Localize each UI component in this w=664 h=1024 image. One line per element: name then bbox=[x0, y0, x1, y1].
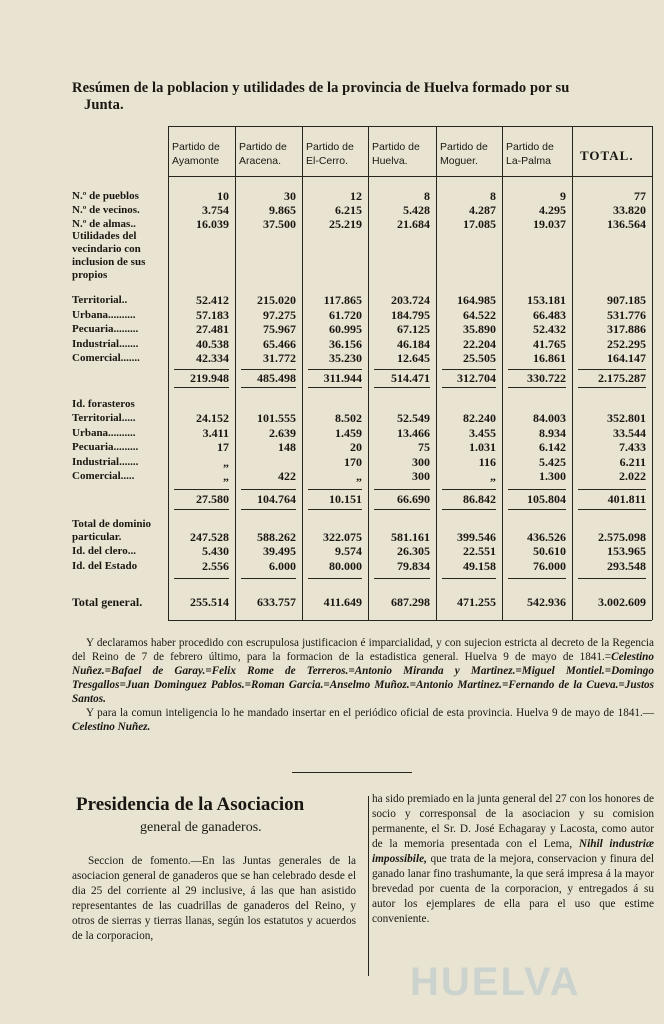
sum-rule bbox=[374, 369, 430, 370]
total-cell: 255.514 bbox=[190, 595, 229, 609]
table-cell: 3.455 bbox=[469, 425, 496, 440]
declaration-text: Y declaramos haber procedido con escrupulosa justificacion é imparcialidad, y con sujecion estricta al decreto de la Regencia del Reino de 7 de febrero último, para la formacion de la estadistica general. Huelva 9 de mayo de 1841.= bbox=[72, 637, 654, 663]
table-cell: 116 bbox=[478, 454, 496, 469]
table-cell: 153.181 bbox=[527, 293, 566, 307]
table-cell: 37.500 bbox=[263, 217, 296, 231]
section-subtitle: general de ganaderos. bbox=[140, 820, 262, 835]
table-cell: 17 bbox=[217, 440, 229, 454]
table-cell: 16.039 bbox=[196, 217, 229, 231]
right-column bbox=[372, 792, 654, 927]
table-cell: 170 bbox=[344, 454, 362, 469]
table-cell: 9 bbox=[560, 189, 566, 203]
table-cell: 5.430 bbox=[202, 544, 229, 558]
heading-line-2: Junta. bbox=[84, 97, 124, 113]
table-cell: 148 bbox=[278, 440, 296, 454]
sum-rule bbox=[174, 387, 229, 388]
table-cell: 352.801 bbox=[607, 411, 646, 425]
subtotal-cell: 485.498 bbox=[257, 370, 296, 385]
table-cell: „ bbox=[223, 454, 229, 469]
table-cell: 531.776 bbox=[607, 307, 646, 322]
row-label: Industrial....... bbox=[72, 455, 139, 468]
table-cell: 117.865 bbox=[323, 293, 362, 307]
table-cell: 75 bbox=[418, 440, 430, 454]
declaration bbox=[72, 636, 654, 734]
table-cell: 80.000 bbox=[329, 558, 362, 573]
table-cell: 57.183 bbox=[196, 307, 229, 322]
table-cell: 25.505 bbox=[463, 351, 496, 365]
subtotal-cell: 105.804 bbox=[527, 491, 566, 506]
row-label: Territorial..... bbox=[72, 412, 136, 424]
table-cell: 1.300 bbox=[539, 469, 566, 483]
table-cell: 136.564 bbox=[607, 217, 646, 231]
left-column-text: Seccion de fomento.—En las Juntas generales de la asociacion general de ganaderos que se han celebrado desde el dia 25 del corriente al 29 inclusive, á las que han asistido representantes de las cuadrillas de ganaderos del Reino, y otros de sierras y tierras llanas, según los estatutos y acuerdos de la corporacion, bbox=[72, 855, 356, 942]
row-label: Territorial.. bbox=[72, 294, 128, 306]
subtotal-cell: 401.811 bbox=[607, 491, 646, 506]
table-cell: 25.219 bbox=[329, 217, 362, 231]
table-cell: 33.820 bbox=[613, 203, 646, 217]
table-right-rule bbox=[652, 126, 653, 620]
table-top-rule bbox=[168, 126, 652, 127]
table-cell: 6.000 bbox=[269, 558, 296, 573]
sum-rule bbox=[174, 509, 229, 510]
row-label: Pecuaria......... bbox=[72, 441, 139, 453]
table-cell: 36.156 bbox=[329, 336, 362, 351]
table-cell: 22.204 bbox=[463, 336, 496, 351]
column-header: Partido de El-Cerro. bbox=[306, 141, 354, 167]
table-cell: 52.432 bbox=[533, 322, 566, 336]
sum-rule bbox=[578, 578, 646, 579]
table-cell: 436.526 bbox=[527, 530, 566, 544]
sum-rule bbox=[508, 387, 566, 388]
table-cell: 5.428 bbox=[403, 203, 430, 217]
table-cell: 422 bbox=[278, 469, 296, 483]
table-cell: 2.022 bbox=[619, 469, 646, 483]
table-cell: „ bbox=[356, 469, 362, 483]
sum-rule bbox=[578, 387, 646, 388]
table-cell: 399.546 bbox=[457, 530, 496, 544]
table-cell: 1.031 bbox=[469, 440, 496, 454]
table-cell: 8 bbox=[424, 189, 430, 203]
table-cell: 31.772 bbox=[263, 351, 296, 365]
row-label: N.º de almas.. bbox=[72, 218, 136, 230]
column-header: Partido de Moguer. bbox=[440, 141, 488, 167]
subtotal-cell: 2.175.287 bbox=[598, 370, 646, 385]
table-cell: 50.610 bbox=[533, 544, 566, 558]
utilidades-label: Utilidades del vecindario con inclusion de sus propios bbox=[72, 230, 146, 281]
sum-rule bbox=[374, 387, 430, 388]
column-divider bbox=[368, 796, 369, 976]
sum-rule bbox=[508, 489, 566, 490]
table-cell: 8 bbox=[490, 189, 496, 203]
sum-rule bbox=[241, 509, 296, 510]
row-label: N.º de pueblos bbox=[72, 190, 139, 202]
sum-rule bbox=[308, 578, 362, 579]
right-text-a: ha sido premiado en la junta general del 27 con los honores de socio y corresponsal de la asociacion y su comision permanente, el Sr. D. José Echagaray y Lacosta, como autor de la memoria presentada con el Lema, bbox=[372, 793, 654, 850]
table-cell: 8.502 bbox=[335, 411, 362, 425]
declaration-paragraph-2 bbox=[72, 706, 654, 734]
table-cell: 35.890 bbox=[463, 322, 496, 336]
subtotal-cell: 311.944 bbox=[323, 370, 362, 385]
table-cell: 24.152 bbox=[196, 411, 229, 425]
right-column-text bbox=[372, 792, 654, 927]
heading-line-1: Resúmen de la poblacion y utilidades de la provincia de Huelva formado por su bbox=[72, 80, 570, 96]
table-cell: 75.967 bbox=[263, 322, 296, 336]
row-label: Id. del clero... bbox=[72, 545, 136, 557]
subtotal-cell: 27.580 bbox=[196, 491, 229, 506]
sum-rule bbox=[308, 369, 362, 370]
table-cell: 27.481 bbox=[196, 322, 229, 336]
forasteros-label: Id. forasteros bbox=[72, 398, 135, 410]
table-cell: 203.724 bbox=[391, 293, 430, 307]
table-cell: 12.645 bbox=[397, 351, 430, 365]
table-cell: 1.459 bbox=[335, 425, 362, 440]
table-cell: 3.754 bbox=[202, 203, 229, 217]
row-label: Pecuaria......... bbox=[72, 323, 139, 335]
table-cell: 19.037 bbox=[533, 217, 566, 231]
table-cell: 77 bbox=[634, 189, 646, 203]
table-cell: 5.425 bbox=[539, 454, 566, 469]
total-cell: 687.298 bbox=[391, 595, 430, 609]
declaration-paragraph-1 bbox=[72, 636, 654, 706]
table-cell: 76.000 bbox=[533, 558, 566, 573]
table-cell: 40.538 bbox=[196, 336, 229, 351]
sum-rule bbox=[374, 578, 430, 579]
table-cell: 42.334 bbox=[196, 351, 229, 365]
table-cell: 12 bbox=[350, 189, 362, 203]
total-cell: 411.649 bbox=[323, 595, 362, 609]
table-cell: 164.147 bbox=[607, 351, 646, 365]
table-cell: 64.522 bbox=[463, 307, 496, 322]
table-cell: 17.085 bbox=[463, 217, 496, 231]
subtotal-cell: 86.842 bbox=[463, 491, 496, 506]
sum-rule bbox=[374, 489, 430, 490]
sum-rule bbox=[442, 509, 496, 510]
sum-rule bbox=[442, 489, 496, 490]
table-cell: 6.211 bbox=[619, 454, 646, 469]
sum-rule bbox=[442, 369, 496, 370]
sum-rule bbox=[174, 578, 229, 579]
column-header: Partido de Huelva. bbox=[372, 141, 420, 167]
table-cell: 21.684 bbox=[397, 217, 430, 231]
row-label: Comercial..... bbox=[72, 470, 135, 482]
signer-name: Celestino Nuñez. bbox=[72, 721, 151, 733]
row-label: Id. del Estado bbox=[72, 559, 138, 572]
sum-rule bbox=[508, 509, 566, 510]
row-label: Total de dominio particular. bbox=[72, 518, 152, 543]
left-column bbox=[72, 854, 356, 944]
table-cell: 13.466 bbox=[397, 425, 430, 440]
table-cell: 52.549 bbox=[397, 411, 430, 425]
column-header: Partido de Aracena. bbox=[239, 141, 287, 167]
table-cell: 184.795 bbox=[391, 307, 430, 322]
table-cell: 2.556 bbox=[202, 558, 229, 573]
subtotal-cell: 514.471 bbox=[391, 370, 430, 385]
total-cell: 471.255 bbox=[457, 595, 496, 609]
table-cell: „ bbox=[223, 469, 229, 483]
total-cell: 542.936 bbox=[527, 595, 566, 609]
table-cell: 907.185 bbox=[607, 293, 646, 307]
column-header: Partido de La-Palma bbox=[506, 141, 554, 167]
sum-rule bbox=[174, 369, 229, 370]
table-cell: 26.305 bbox=[397, 544, 430, 558]
table-cell: 61.720 bbox=[329, 307, 362, 322]
sum-rule bbox=[308, 509, 362, 510]
column-header: TOTAL. bbox=[580, 148, 634, 163]
table-heading bbox=[72, 80, 652, 114]
table-cell: 20 bbox=[350, 440, 362, 454]
table-cell: 35.230 bbox=[329, 351, 362, 365]
table-cell: 39.495 bbox=[263, 544, 296, 558]
table-cell: 67.125 bbox=[397, 322, 430, 336]
table-bottom-rule bbox=[168, 620, 652, 621]
table-cell: 49.158 bbox=[463, 558, 496, 573]
table-cell: 215.020 bbox=[257, 293, 296, 307]
table-header-rule bbox=[168, 176, 652, 177]
table-cell: 52.412 bbox=[196, 293, 229, 307]
table-cell: 4.295 bbox=[539, 203, 566, 217]
table-cell: 82.240 bbox=[463, 411, 496, 425]
sum-rule bbox=[174, 489, 229, 490]
subtotal-cell: 330.722 bbox=[527, 370, 566, 385]
table-cell: „ bbox=[490, 469, 496, 483]
table-cell: 22.551 bbox=[463, 544, 496, 558]
table-cell: 153.965 bbox=[607, 544, 646, 558]
sum-rule bbox=[508, 369, 566, 370]
table-cell: 6.142 bbox=[539, 440, 566, 454]
table-cell: 97.275 bbox=[263, 307, 296, 322]
sum-rule bbox=[442, 387, 496, 388]
table-cell: 581.161 bbox=[391, 530, 430, 544]
motto: Nihil industriæ impossibile, bbox=[372, 838, 655, 865]
table-cell: 164.985 bbox=[457, 293, 496, 307]
row-label: N.º de vecinos. bbox=[72, 204, 140, 216]
row-label: Industrial....... bbox=[72, 337, 139, 350]
total-cell: 633.757 bbox=[257, 595, 296, 609]
row-label: Urbana.......... bbox=[72, 426, 136, 439]
subtotal-cell: 104.764 bbox=[257, 491, 296, 506]
sum-rule bbox=[374, 509, 430, 510]
table-cell: 300 bbox=[412, 469, 430, 483]
table-cell: 247.528 bbox=[190, 530, 229, 544]
subtotal-cell: 10.151 bbox=[329, 491, 362, 506]
row-label: Comercial....... bbox=[72, 352, 140, 364]
table-cell: 300 bbox=[412, 454, 430, 469]
table-cell: 41.765 bbox=[533, 336, 566, 351]
sum-rule bbox=[578, 489, 646, 490]
table-cell: 16.861 bbox=[533, 351, 566, 365]
sum-rule bbox=[241, 369, 296, 370]
column-header: Partido de Ayamonte bbox=[172, 141, 220, 167]
total-label: Total general. bbox=[72, 595, 143, 609]
signatories: Celestino Nuñez.=Bafael de Garay.=Felix Rome de Terreros.=Antonio Miranda y Martinez.=Miguel Montiel.=Domingo Tresgallos=Juan Dominguez Pablos.=Roman Garcia.=Anselmo Muñoz.=Antonio Martinez.=Fernando de la Cueva.=Justos Santos. bbox=[72, 651, 654, 705]
sum-rule bbox=[578, 369, 646, 370]
table-cell: 101.555 bbox=[257, 411, 296, 425]
population-table bbox=[72, 126, 654, 626]
sum-rule bbox=[308, 387, 362, 388]
table-cell: 9.865 bbox=[269, 203, 296, 217]
sum-rule bbox=[241, 387, 296, 388]
total-cell: 3.002.609 bbox=[598, 595, 646, 609]
sum-rule bbox=[442, 578, 496, 579]
subtotal-cell: 66.690 bbox=[397, 491, 430, 506]
archive-watermark: HUELVA bbox=[410, 960, 581, 1004]
table-cell: 46.184 bbox=[397, 336, 430, 351]
sum-rule bbox=[508, 578, 566, 579]
right-text-b: que trata de la mejora, conservacion y finura del ganado lanar fino trashumante, la que será impresa á la mayor brevedad por cuenta de la corporacion, y entregados á su autor los ejemplares de ella para el uso que estime conveniente. bbox=[372, 853, 655, 925]
section-separator bbox=[292, 772, 412, 773]
sum-rule bbox=[241, 578, 296, 579]
table-cell: 322.075 bbox=[323, 530, 362, 544]
table-cell: 10 bbox=[217, 189, 229, 203]
table-cell: 7.433 bbox=[619, 440, 646, 454]
sum-rule bbox=[241, 489, 296, 490]
subtotal-cell: 219.948 bbox=[190, 370, 229, 385]
table-cell: 8.934 bbox=[539, 425, 566, 440]
table-cell: 79.834 bbox=[397, 558, 430, 573]
table-cell: 2.575.098 bbox=[598, 530, 646, 544]
table-cell: 9.574 bbox=[335, 544, 362, 558]
table-cell: 33.544 bbox=[613, 425, 646, 440]
section-title: Presidencia de la Asociacion bbox=[76, 794, 305, 815]
publication-text: Y para la comun inteligencia lo he mandado insertar en el periódico oficial de esta provincia. Huelva 9 de mayo de 1841.— bbox=[86, 707, 654, 719]
table-cell: 588.262 bbox=[257, 530, 296, 544]
table-cell: 4.287 bbox=[469, 203, 496, 217]
table-cell: 293.548 bbox=[607, 558, 646, 573]
table-cell: 66.483 bbox=[533, 307, 566, 322]
row-label: Urbana.......... bbox=[72, 308, 136, 321]
table-cell: 6.215 bbox=[335, 203, 362, 217]
sum-rule bbox=[308, 489, 362, 490]
sum-rule bbox=[578, 509, 646, 510]
subtotal-cell: 312.704 bbox=[457, 370, 496, 385]
table-cell: 252.295 bbox=[607, 336, 646, 351]
table-cell: 2.639 bbox=[269, 425, 296, 440]
table-cell: 60.995 bbox=[329, 322, 362, 336]
table-cell: 30 bbox=[284, 189, 296, 203]
table-cell: 84.003 bbox=[533, 411, 566, 425]
table-cell: 317.886 bbox=[607, 322, 646, 336]
table-cell: 3.411 bbox=[202, 425, 229, 440]
table-cell: 65.466 bbox=[263, 336, 296, 351]
